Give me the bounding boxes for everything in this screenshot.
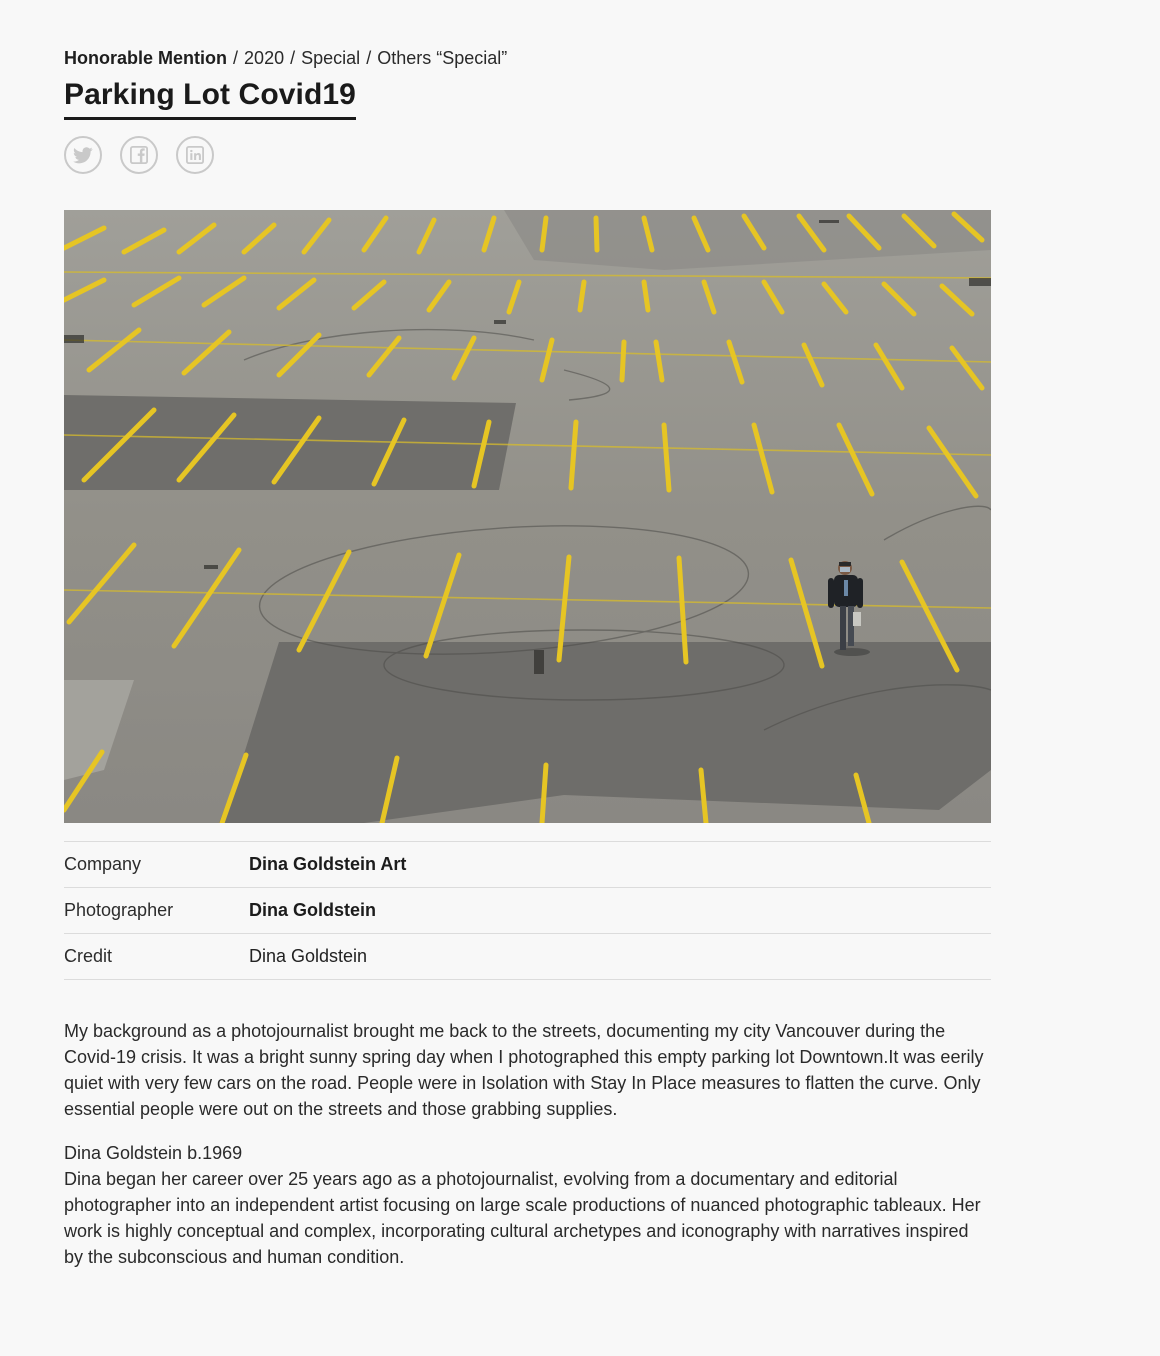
description-paragraph: My background as a photojournalist brought me back to the streets, documenting my city Vancouver during the Covid-19 crisis. It was a bright sunny spring day when I photographed this empty parking lot Downtown.It was eerily quiet with very few cars on the road. People were in Isolation with Stay In Place measures to flatten the curve. Only essential people were out on the streets and those grabbing supplies. — [64, 1021, 984, 1119]
credit-value: Dina Goldstein — [249, 946, 368, 966]
description — [64, 1018, 991, 1270]
share-linkedin-button[interactable] — [176, 136, 214, 174]
breadcrumb-subcategory[interactable]: Others “Special” — [377, 48, 508, 68]
share-facebook-button[interactable] — [120, 136, 158, 174]
bio-text: Dina began her career over 25 years ago as a photojournalist, evolving from a documentary and editorial photographer into an independent artist focusing on large scale productions of nuanced photographic tableaux. Her work is highly conceptual and complex, incorporating cultural archetypes and iconography with narratives inspired by the subconscious and human condition. — [64, 1169, 981, 1267]
share-twitter-button[interactable] — [64, 136, 102, 174]
breadcrumb-year[interactable]: 2020 — [244, 48, 285, 68]
detail-label: Credit — [64, 946, 113, 966]
share-bar — [64, 136, 991, 174]
dark-asphalt-patch — [219, 642, 991, 823]
parking-lot-photo — [64, 210, 991, 823]
detail-row-credit — [64, 934, 991, 980]
page-title: Parking Lot Covid19 — [64, 76, 356, 120]
twitter-icon — [73, 147, 93, 164]
linkedin-icon — [186, 146, 204, 164]
bio-name: Dina Goldstein b.1969 — [64, 1143, 243, 1163]
breadcrumb-category[interactable]: Special — [301, 48, 361, 68]
detail-label: Photographer — [64, 900, 174, 920]
facebook-icon — [130, 146, 148, 164]
breadcrumb-separator: / — [233, 48, 239, 68]
breadcrumb-separator: / — [290, 48, 296, 68]
title-wrap — [64, 76, 356, 120]
breadcrumb — [64, 44, 991, 72]
detail-row-photographer — [64, 888, 991, 934]
award-level: Honorable Mention — [64, 48, 227, 68]
company-value[interactable]: Dina Goldstein Art — [249, 854, 407, 874]
detail-label: Company — [64, 854, 142, 874]
bio-section — [64, 1140, 991, 1270]
breadcrumb-separator: / — [366, 48, 372, 68]
photo-details — [64, 841, 991, 980]
detail-row-company — [64, 842, 991, 888]
page-content — [64, 44, 991, 1288]
photographer-value[interactable]: Dina Goldstein — [249, 900, 377, 920]
